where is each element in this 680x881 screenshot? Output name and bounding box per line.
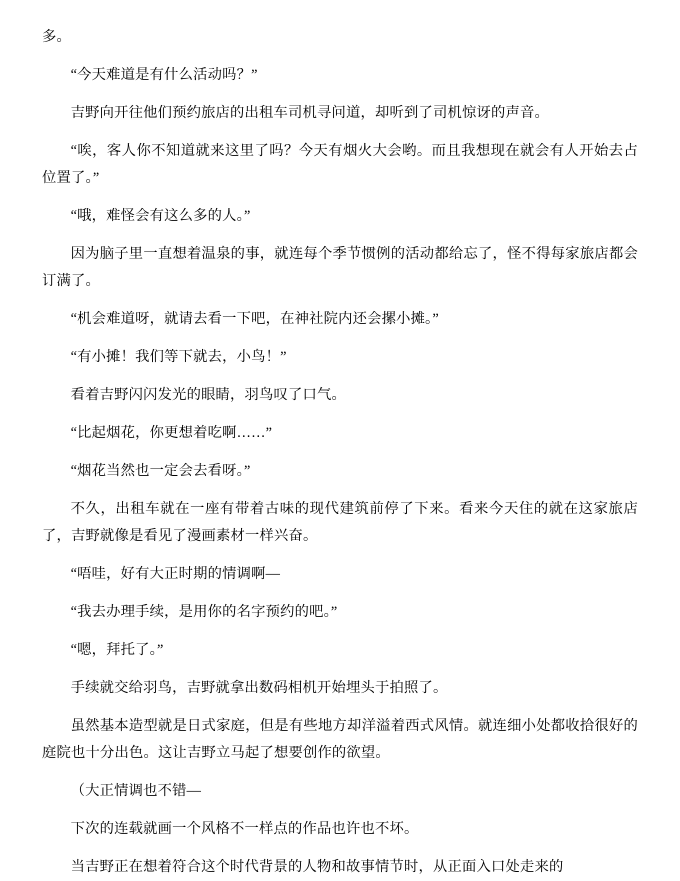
paragraph: “比起烟花，你更想着吃啊……”: [70, 425, 273, 441]
paragraph: 看着吉野闪闪发光的眼睛，羽鸟叹了口气。: [70, 387, 347, 403]
paragraph: 吉野向开往他们预约旅店的出租车司机寻问道，却听到了司机惊讶的声音。: [70, 105, 549, 121]
paragraph: 手续就交给羽鸟，吉野就拿出数码相机开始埋头于拍照了。: [70, 680, 448, 696]
paragraph: 多。: [42, 29, 71, 45]
paragraph: “今天难道是有什么活动吗？”: [70, 67, 258, 83]
paragraph: 虽然基本造型就是日式家庭，但是有些地方却洋溢着西式风情。就连细小处都收拾很好的庭院也十分出色。这让吉野立马起了想要创作的欲望。: [42, 718, 638, 761]
paragraph: “嗯，拜托了。”: [70, 642, 164, 658]
paragraph: “我去办理手续，是用你的名字预约的吧。”: [70, 604, 338, 620]
paragraph: 当吉野正在想着符合这个时代背景的人物和故事情节时，从正面入口处走来的: [70, 859, 564, 875]
paragraph: “哦，难怪会有这么多的人。”: [70, 208, 251, 224]
paragraph: “机会难道呀，就请去看一下吧，在神社院内还会摞小摊。”: [70, 311, 439, 327]
paragraph: “有小摊！我们等下就去，小鸟！”: [70, 349, 287, 365]
paragraph: （大正情调也不错—: [70, 783, 202, 799]
paragraph: 下次的连载就画一个风格不一样点的作品也许也不坏。: [70, 821, 419, 837]
paragraph: “唉，客人你不知道就来这里了吗？今天有烟火大会哟。而且我想现在就会有人开始去占位置了。”: [42, 143, 638, 186]
paragraph: 不久，出租车就在一座有带着古味的现代建筑前停了下来。看来今天住的就在这家旅店了，吉野就像是看见了漫画素材一样兴奋。: [42, 501, 638, 544]
paragraph: 因为脑子里一直想着温泉的事，就连每个季节惯例的活动都给忘了，怪不得每家旅店都会订满了。: [42, 246, 638, 289]
document-body: [42, 24, 638, 881]
paragraph: “唔哇，好有大正时期的情调啊—: [70, 566, 281, 582]
paragraph: “烟花当然也一定会去看呀。”: [70, 463, 251, 479]
